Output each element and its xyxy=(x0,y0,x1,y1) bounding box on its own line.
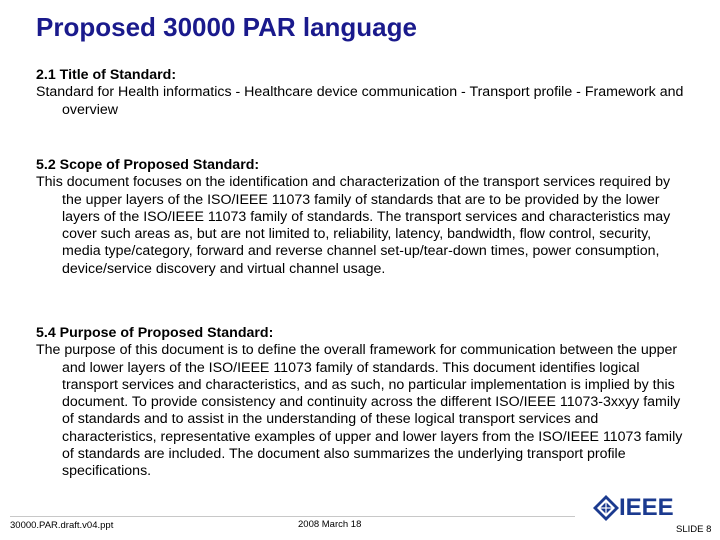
section-title-of-standard xyxy=(36,67,686,119)
footer-date: 2008 March 18 xyxy=(298,519,362,530)
footer-slide-number: SLIDE 8 xyxy=(676,524,712,535)
slide-title: Proposed 30000 PAR language xyxy=(36,12,417,42)
footer-filename: 30000.PAR.draft.v04.ppt xyxy=(10,520,114,531)
section-body: Standard for Health informatics - Healthcare device communication - Transport profile - Framework and overview xyxy=(36,84,684,118)
section-heading: 5.2 Scope of Proposed Standard: xyxy=(36,157,260,173)
section-body: This document focuses on the identification and characterization of the transport services required by the upper layers of the ISO/IEEE 11073 family of standards that are to be provided by the lower layers of the ISO/IEEE 11073 family of standards. The transport services and characteristics may cover such areas as, but are not limited to, reliability, latency, bandwidth, flow control, security, media type/category, forward and reverse channel set-up/tear-down times, power consumption, device/service discovery and virtual channel usage. xyxy=(36,174,671,277)
section-body: The purpose of this document is to define the overall framework for communication between the upper and lower layers of the ISO/IEEE 11073 family of standards. This document identifies logical transport services and characteristics, and as such, no particular implementation is implied by this document. To provide consistency and continuity across the different ISO/IEEE 11073-3xxyy family of standards and to assist in the understanding of these logical transport services and characteristics, representative examples of upper and lower layers from the ISO/IEEE 11073 family of standards are included. The document also summarizes the underlying transport profile specifications. xyxy=(36,342,683,480)
footer-divider xyxy=(10,516,575,517)
section-scope xyxy=(36,157,686,278)
section-purpose xyxy=(36,325,686,481)
ieee-logo-text: IEEE xyxy=(619,494,674,521)
ieee-diamond-icon xyxy=(592,494,620,522)
ieee-logo xyxy=(592,494,682,524)
section-heading: 5.4 Purpose of Proposed Standard: xyxy=(36,325,274,341)
section-heading: 2.1 Title of Standard: xyxy=(36,67,177,83)
